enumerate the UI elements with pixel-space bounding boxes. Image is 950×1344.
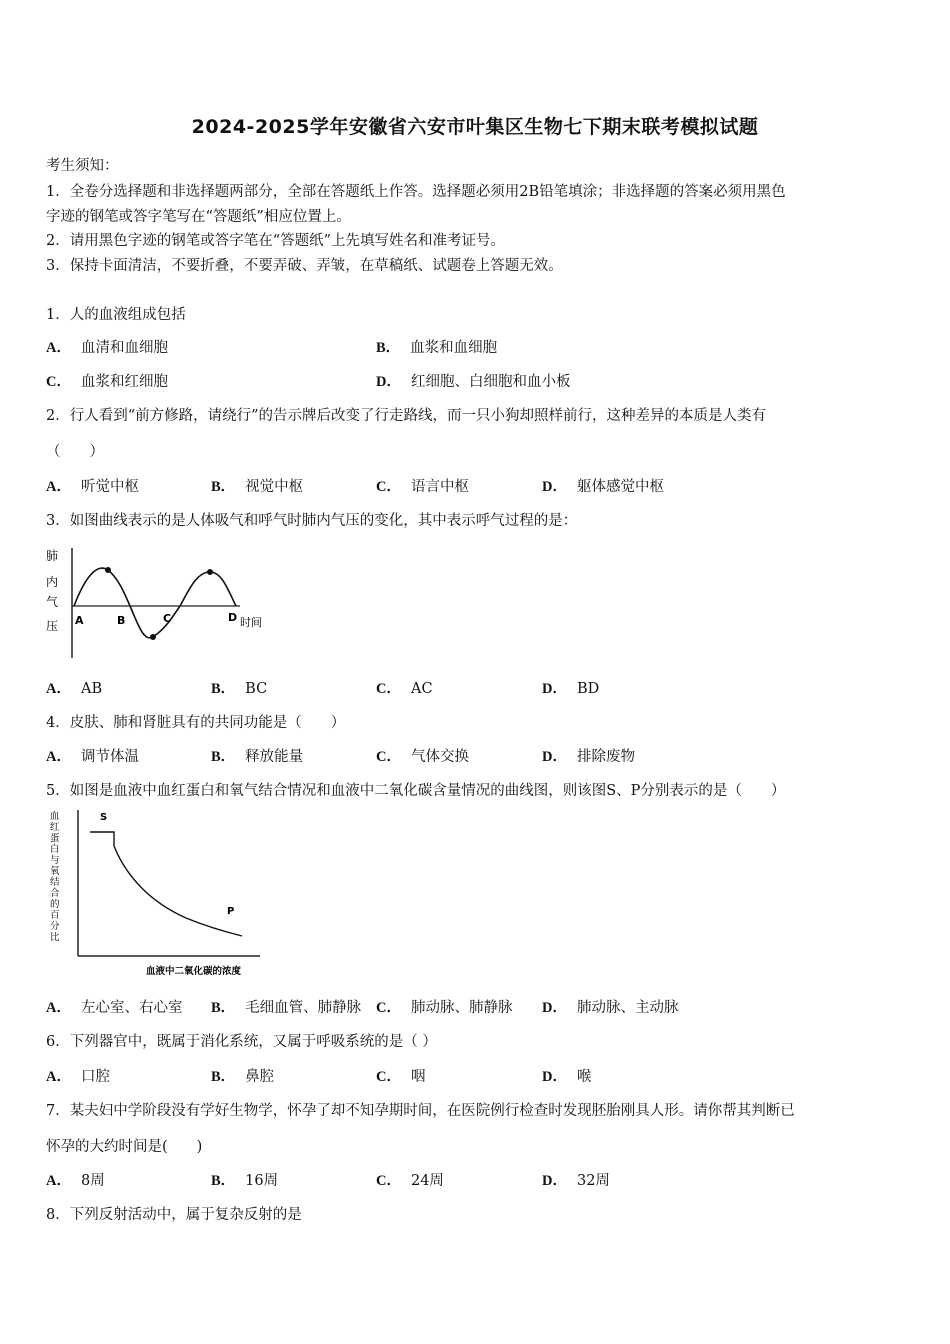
option-a: A． 血清和血细胞 (46, 340, 168, 356)
option-a: A． 听觉中枢 (46, 479, 139, 495)
point-label-b: B (117, 614, 126, 627)
option-d: D． 肺动脉、主动脉 (542, 1000, 679, 1016)
question-stem: 8．下列反射活动中，属于复杂反射的是 (46, 1207, 302, 1223)
option-b: B． 释放能量 (211, 749, 304, 765)
option-c: C． 肺动脉、肺静脉 (376, 1000, 513, 1016)
figure-ylabel: 血 (50, 811, 60, 822)
curve-point (207, 569, 213, 575)
option-a: A． AB (46, 681, 103, 697)
pressure-curve (74, 568, 236, 638)
option-a: A． 口腔 (46, 1069, 110, 1085)
option-c: C． 24周 (376, 1173, 444, 1189)
option-c: C． 咽 (376, 1069, 426, 1085)
option-b: B． 鼻腔 (211, 1069, 275, 1085)
question-stem-cont: 怀孕的大约时间是( ) (46, 1139, 203, 1155)
option-c: C． AC (376, 681, 433, 697)
figure-ylabel: 与 (50, 855, 60, 866)
option-b: B． BC (211, 681, 268, 697)
option-b: B． 毛细血管、肺静脉 (211, 1000, 362, 1016)
figure-ylabel: 白 (50, 844, 60, 855)
p-label: P (227, 906, 235, 917)
option-c: C． 气体交换 (376, 749, 469, 765)
figure-xlabel: 血液中二氧化碳的浓度 (146, 966, 242, 977)
curve-point (150, 634, 156, 640)
option-b: B． 16周 (211, 1173, 279, 1189)
figure-ylabel: 分 (50, 921, 60, 932)
point-label-a: A (75, 614, 84, 627)
option-c: C． 语言中枢 (376, 479, 469, 495)
question-stem: 3．如图曲线表示的是人体吸气和呼气时肺内气压的变化，其中表示呼气过程的是： (46, 513, 578, 529)
figure-ylabel: 合 (50, 888, 60, 899)
question-stem: 6．下列器官中，既属于消化系统，又属于呼吸系统的是（ ） (46, 1034, 437, 1050)
figure-ylabel: 百 (50, 910, 60, 921)
hemoglobin-figure (46, 806, 276, 978)
figure-xlabel: 时间 (240, 616, 262, 629)
option-d: D． 32周 (542, 1173, 610, 1189)
option-b: B． 视觉中枢 (211, 479, 304, 495)
option-c: C． 血浆和红细胞 (46, 374, 168, 390)
point-label-c: C (163, 612, 172, 625)
question-stem: 7．某夫妇中学阶段没有学好生物学，怀孕了却不知孕期时间，在医院例行检查时发现胚胎刚具人形。请你帮其判断已 (46, 1103, 795, 1119)
point-label-d: D (228, 611, 238, 624)
question-stem: 2．行人看到“前方修路，请绕行”的告示牌后改变了行走路线，而一只小狗却照样前行，这种差异的本质是人类有 (46, 408, 767, 424)
notice-item: 1．全卷分选择题和非选择题两部分，全部在答题纸上作答。选择题必须用2B铅笔填涂；非选择题的答案必须用黑色 (46, 184, 786, 200)
curve-point (105, 567, 111, 573)
figure-ylabel: 压 (46, 619, 59, 633)
notice-heading: 考生须知： (46, 158, 119, 174)
figure-ylabel: 比 (50, 932, 60, 943)
notice-item: 3．保持卡面清洁，不要折叠，不要弄破、弄皱，在草稿纸、试题卷上答题无效。 (46, 258, 563, 274)
figure-ylabel: 气 (46, 595, 59, 609)
question-stem: 1．人的血液组成包括 (46, 307, 186, 323)
saturation-curve (90, 832, 242, 936)
question-stem-cont: （ ） (46, 444, 104, 460)
figure-ylabel: 红 (50, 822, 60, 833)
option-d: D． 红细胞、白细胞和血小板 (376, 374, 571, 390)
lung-pressure-figure (40, 540, 280, 665)
option-d: D． 排除废物 (542, 749, 635, 765)
option-a: A． 左心室、右心室 (46, 1000, 183, 1016)
option-b: B． 血浆和血细胞 (376, 340, 498, 356)
figure-ylabel: 肺 (46, 549, 59, 563)
question-stem: 5．如图是血液中血红蛋白和氧气结合情况和血液中二氧化碳含量情况的曲线图，则该图S、P分别表示的是（ ） (46, 783, 786, 799)
figure-ylabel: 氧 (50, 866, 60, 877)
option-d: D． BD (542, 681, 600, 697)
s-label: S (100, 812, 108, 823)
option-d: D． 喉 (542, 1069, 592, 1085)
figure-ylabel: 内 (46, 575, 59, 589)
figure-ylabel: 结 (50, 877, 60, 888)
option-a: A． 调节体温 (46, 749, 139, 765)
option-d: D． 躯体感觉中枢 (542, 479, 664, 495)
option-a: A． 8周 (46, 1173, 105, 1189)
figure-ylabel: 蛋 (50, 833, 60, 844)
notice-item: 2．请用黑色字迹的钢笔或答字笔在“答题纸”上先填写姓名和准考证号。 (46, 233, 506, 249)
notice-item: 字迹的钢笔或答字笔写在“答题纸”相应位置上。 (46, 209, 351, 225)
page-title: 2024-2025学年安徽省六安市叶集区生物七下期末联考模拟试题 (191, 116, 759, 138)
figure-ylabel: 的 (50, 899, 60, 910)
question-stem: 4．皮肤、肺和肾脏具有的共同功能是（ ） (46, 715, 346, 731)
